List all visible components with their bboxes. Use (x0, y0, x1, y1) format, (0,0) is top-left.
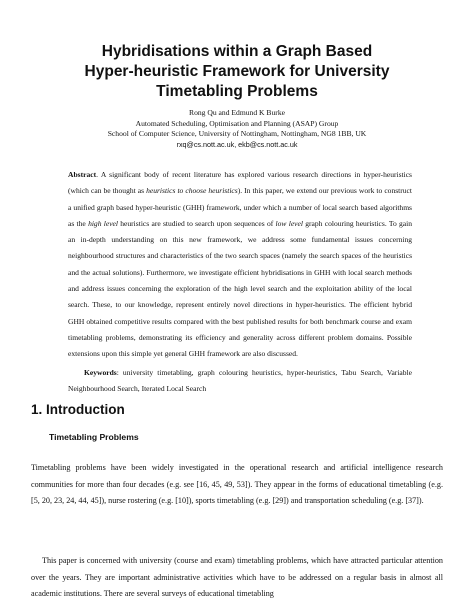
abstract (68, 167, 412, 363)
abstract-italic-text: heuristics to choose heuristics (146, 186, 238, 196)
body-paragraph: Timetabling problems have been widely investigated in the operational research and artificial intelligence research communities for more than four decades (e.g. see [16, 45, 49, 53]). They appear in the forms of educational timetabling (e.g. [5, 20, 23, 24, 44, 45]), nurse rostering (e.g. [10]), sports timetabling (e.g. [29]) and transportation scheduling (e.g. [37]). (31, 463, 443, 506)
abstract-text: graph colouring heuristics. To gain an in-depth understanding on this new framework, we address some fundamental issues concerning neighbourhood structures and characteristics of the two search spaces (namely the search spaces of the heuristics and the actual solutions). Furthermore, we investigate efficient hybridisations in GHH with local search methods and address issues concerning the exploration of the high level search and the exploitation ability of the local search. These, to our knowledge, represent entirely novel directions in hyper-heuristics. The efficient hybrid GHH obtained competitive results compared with the best published results for both benchmark course and exam timetabling problems, demonstrating its efficiency and generality across different problem domains. Possible extensions upon this simple yet general GHH framework are also discussed. (68, 218, 412, 359)
title-line: Hyper-heuristic Framework for University (84, 63, 390, 80)
title-line: Hybridisations within a Graph Based (101, 43, 373, 60)
keywords (68, 365, 412, 397)
author-names: Rong Qu and Edmund K Burke (189, 108, 285, 117)
keywords-text: : university timetabling, graph colouring heuristics, hyper-heuristics, Tabu Search, Variable Neighbourhood Search, Iterated Local Search (68, 368, 412, 393)
author-emails: rxq@cs.nott.ac.uk, ekb@cs.nott.ac.uk (176, 139, 298, 149)
abstract-text: . A significant body of recent literature has explored various research directions in hyper-heuristics (which can be thought as (68, 170, 412, 196)
abstract-text: ). In this paper, we extend our previous work to construct a unified graph based hyper-heuristic (GHH) framework, under which a number of local search based algorithms as the (68, 186, 412, 228)
abstract-italic-text: low level (275, 218, 303, 228)
title-line: Timetabling Problems (156, 83, 318, 100)
paper-title (40, 42, 434, 102)
abstract-text: heuristics are studied to search upon sequences of (118, 218, 276, 228)
body-paragraph: This paper is concerned with university (course and exam) timetabling problems, which have attracted particular attention over the years. They are important administrative activities which have to be addressed on a regular basis in almost all academic institutions. There are several surveys of educational timetabling (31, 556, 443, 599)
abstract-italic-text: high level (88, 218, 118, 228)
affiliation-group: Automated Scheduling, Optimisation and Planning (ASAP) Group (135, 118, 339, 128)
abstract-label: Abstract (68, 170, 97, 179)
section-heading: 1. Introduction (31, 402, 125, 417)
subsection-heading: Timetabling Problems (49, 432, 139, 442)
keywords-label: Keywords (84, 368, 117, 377)
affiliation-school: School of Computer Science, University of Nottingham, Nottingham, NG8 1BB, UK (107, 129, 367, 138)
author-block (20, 108, 454, 150)
